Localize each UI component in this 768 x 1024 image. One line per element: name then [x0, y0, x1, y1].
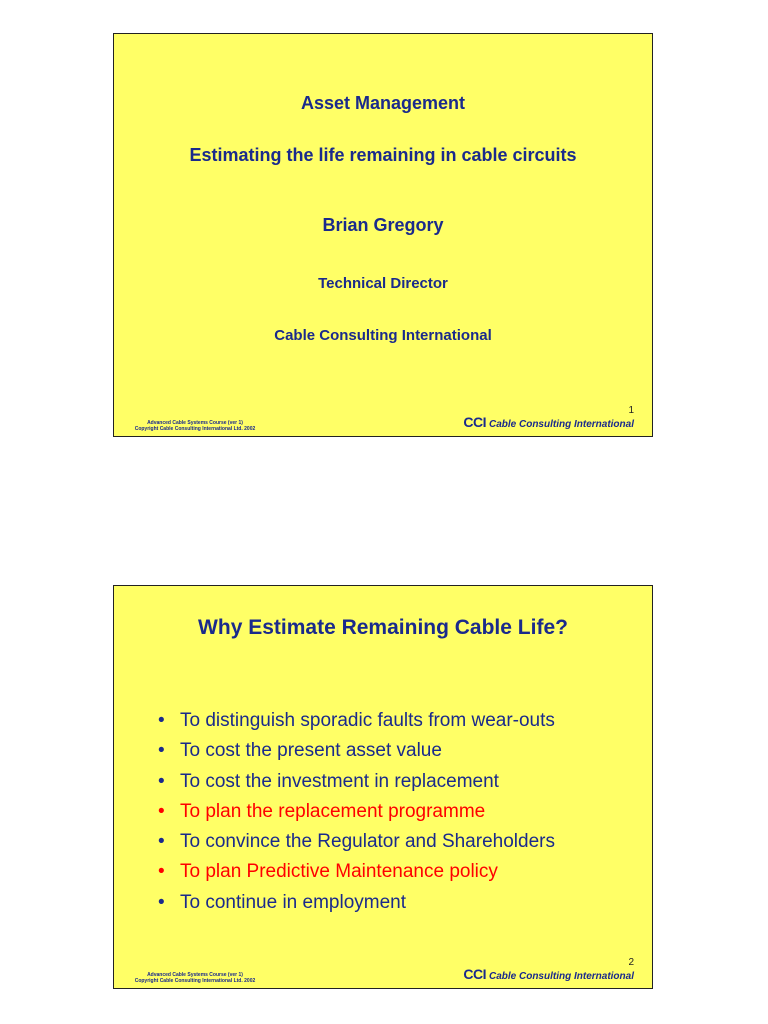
- slide-title: Why Estimate Remaining Cable Life?: [198, 616, 568, 639]
- bullet-text: To plan the replacement programme: [180, 800, 486, 822]
- bullet-item: [158, 767, 555, 797]
- bullet-dot: •: [158, 831, 165, 853]
- bullet-item: [158, 797, 555, 827]
- bullet-item: [158, 888, 555, 918]
- page-number: 2: [628, 957, 634, 968]
- bullet-dot: •: [158, 740, 165, 762]
- author-role: Technical Director: [318, 275, 448, 292]
- bullet-dot: •: [158, 770, 165, 792]
- bullet-text: To distinguish sporadic faults from wear-outs: [180, 710, 555, 731]
- footer-course: Advanced Cable Systems Course (ver 1): [147, 972, 243, 978]
- cci-logo: [463, 966, 634, 984]
- footer-course-info: [116, 420, 274, 432]
- page-number: 1: [628, 405, 634, 416]
- bullet-text: To cost the investment in replacement: [180, 770, 499, 792]
- bullet-item: [158, 857, 555, 887]
- slide-1: [113, 33, 653, 437]
- logo-abbr: CCI: [463, 414, 486, 430]
- bullet-dot: •: [158, 710, 165, 731]
- bullet-text: To continue in employment: [180, 891, 407, 913]
- logo-name: Cable Consulting International: [488, 971, 634, 982]
- footer-course-info: [116, 972, 274, 984]
- footer-copyright: Copyright Cable Consulting International Ltd. 2002: [134, 426, 256, 432]
- bullet-text: To cost the present asset value: [180, 740, 442, 762]
- bullet-text: To plan Predictive Maintenance policy: [180, 861, 498, 883]
- bullet-dot: •: [158, 891, 165, 913]
- logo-name: Cable Consulting International: [488, 419, 634, 430]
- bullet-text: To convince the Regulator and Shareholders: [180, 831, 555, 853]
- author-name: Brian Gregory: [322, 215, 444, 235]
- footer-copyright: Copyright Cable Consulting International Ltd. 2002: [134, 978, 256, 984]
- slide-subtitle: Estimating the life remaining in cable circuits: [189, 145, 577, 165]
- bullet-item: [158, 706, 555, 736]
- bullet-dot: •: [158, 861, 165, 883]
- slide-2: [113, 585, 653, 989]
- footer-course: Advanced Cable Systems Course (ver 1): [147, 420, 243, 426]
- bullet-dot: •: [158, 800, 165, 822]
- slide-title: Asset Management: [300, 93, 466, 113]
- bullet-item: [158, 736, 555, 766]
- bullet-list: [158, 706, 555, 918]
- company-name: Cable Consulting International: [274, 327, 492, 344]
- logo-abbr: CCI: [463, 966, 486, 982]
- bullet-item: [158, 827, 555, 857]
- cci-logo: [463, 414, 634, 432]
